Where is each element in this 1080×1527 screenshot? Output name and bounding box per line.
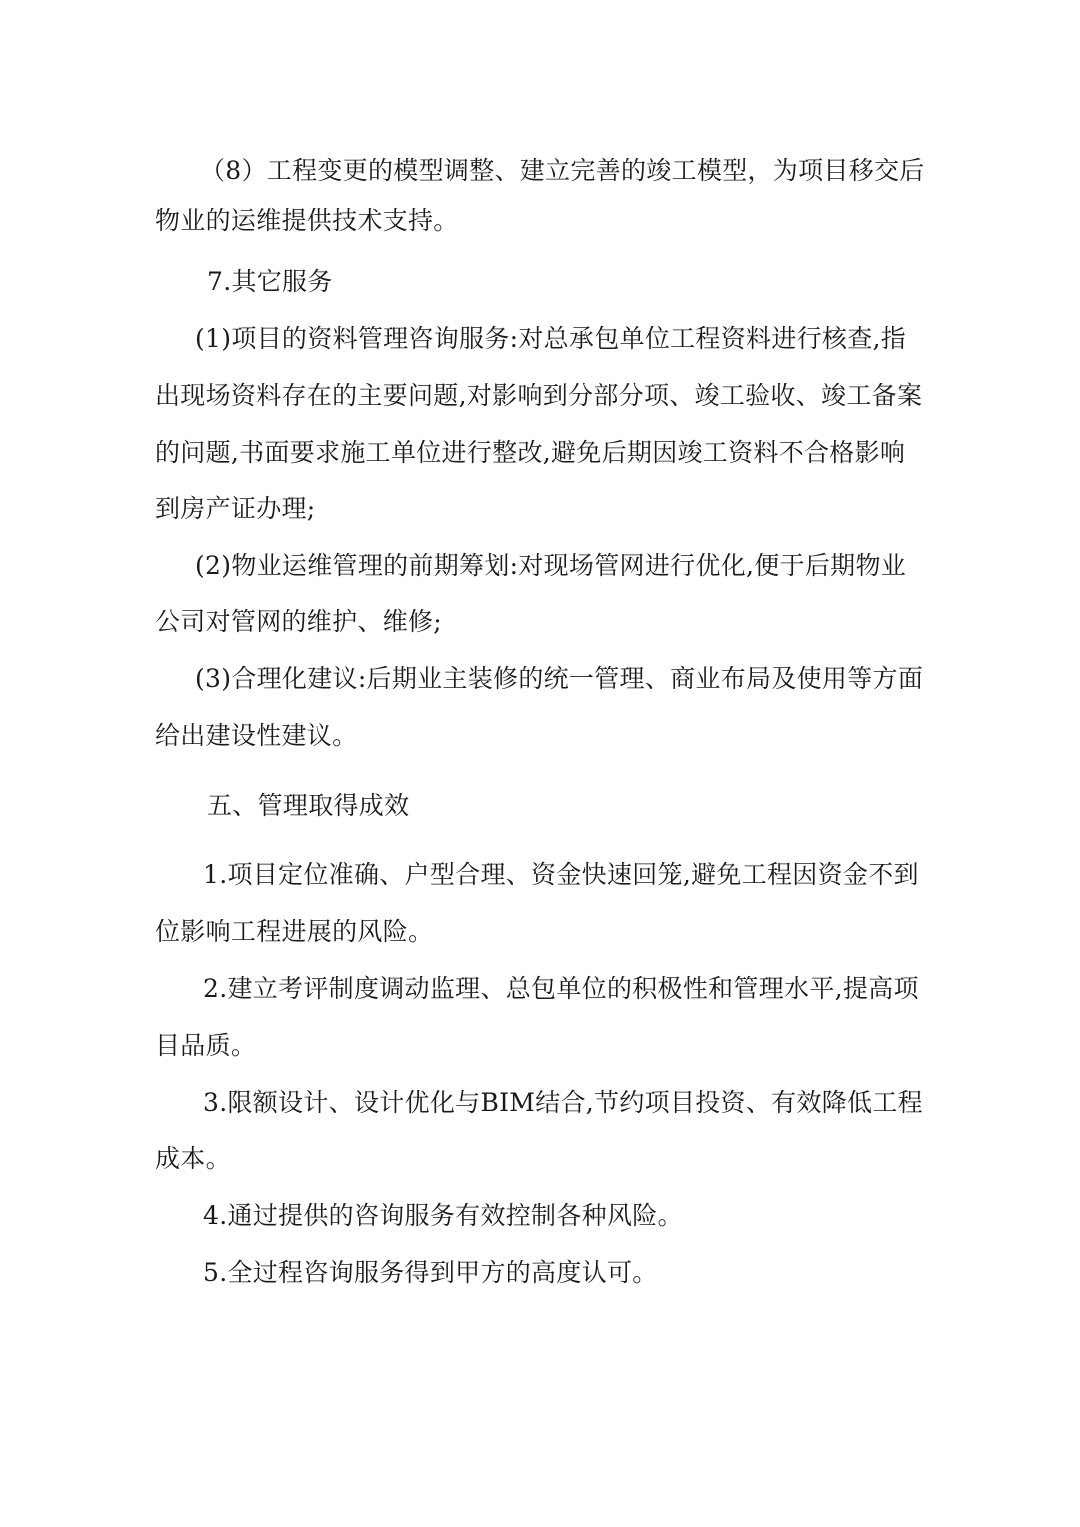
item-3-line-2: 给出建设性建议。 [155,721,358,750]
result-1-line-1: 1.项目定位准确、户型合理、资金快速回笼,避免工程因资金不到 [203,860,919,889]
result-4: 4.通过提供的咨询服务有效控制各种风险。 [203,1201,683,1230]
result-2-line-1: 2.建立考评制度调动监理、总包单位的积极性和管理水平,提高项 [203,974,919,1003]
item-1-line-3: 的问题,书面要求施工单位进行整改,避免后期因竣工资料不合格影响 [155,438,906,467]
result-3-line-2: 成本。 [155,1144,231,1173]
result-3-line-1: 3.限额设计、设计优化与BIM结合,节约项目投资、有效降低工程 [203,1088,923,1117]
item-3-line-1: (3)合理化建议:后期业主装修的统一管理、商业布局及使用等方面 [195,664,924,693]
item-2-line-1: (2)物业运维管理的前期筹划:对现场管网进行优化,便于后期物业 [195,551,907,580]
item-2-line-2: 公司对管网的维护、维修; [155,607,443,636]
section-5-heading: 五、管理取得成效 [207,791,410,820]
result-5: 5.全过程咨询服务得到甲方的高度认可。 [203,1258,658,1287]
result-2-line-2: 目品质。 [155,1031,257,1060]
item-1-line-2: 出现场资料存在的主要问题,对影响到分部分项、竣工验收、竣工备案 [155,381,923,410]
item-1-line-4: 到房产证办理; [155,494,316,523]
result-1-line-2: 位影响工程进展的风险。 [155,917,434,946]
section-7-heading: 7.其它服务 [207,267,333,296]
paragraph-8-line-2: 物业的运维提供技术支持。 [155,206,459,235]
paragraph-8-line-1: （8）工程变更的模型调整、建立完善的竣工模型，为项目移交后 [200,156,925,185]
item-1-line-1: (1)项目的资料管理咨询服务:对总承包单位工程资料进行核查,指 [195,324,907,353]
